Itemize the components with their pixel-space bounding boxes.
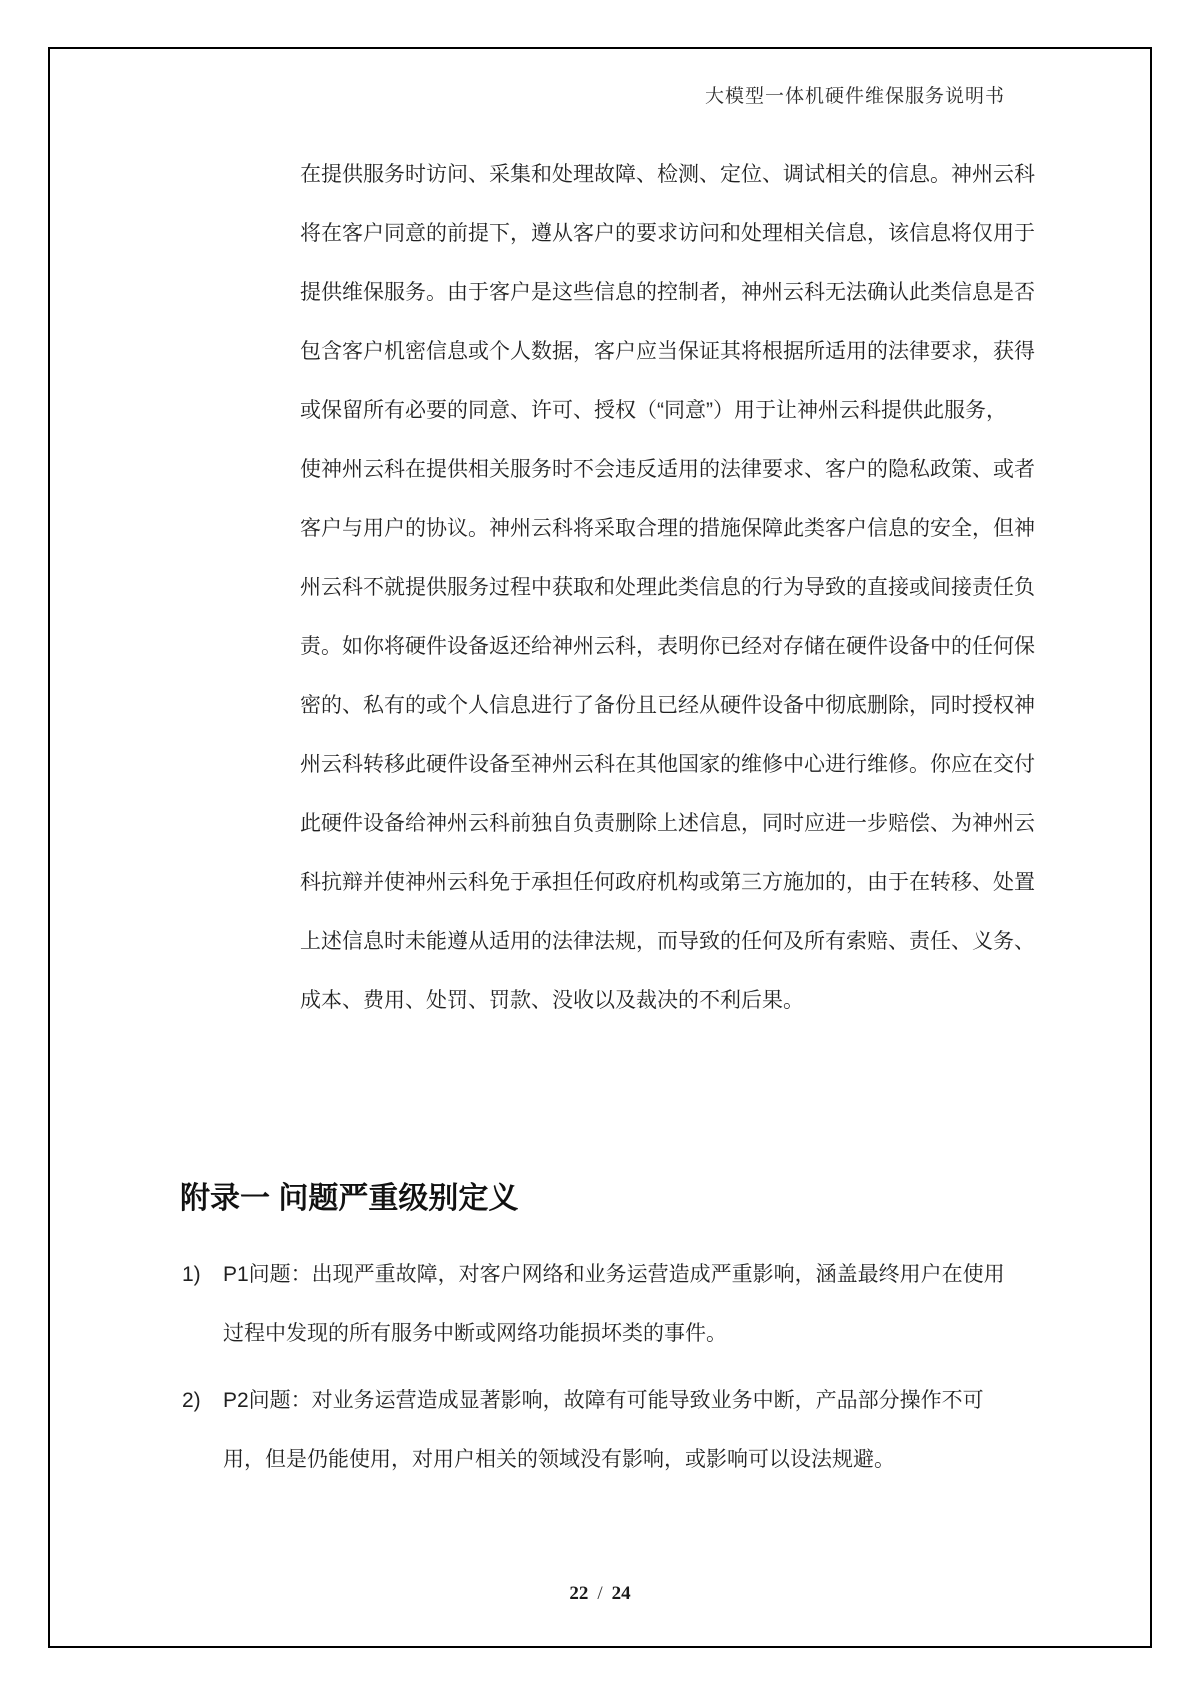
paragraph-line: 包含客户机密信息或个人数据，客户应当保证其将根据所适用的法律要求，获得 xyxy=(300,340,1035,363)
page-footer xyxy=(50,1583,1150,1605)
paragraph-line: 在提供服务时访问、采集和处理故障、检测、定位、调试相关的信息。神州云科 xyxy=(300,163,1035,186)
body-paragraph xyxy=(300,145,1035,1030)
list-item-line: 过程中发现的所有服务中断或网络功能损坏类的事件。 xyxy=(223,1322,727,1345)
paragraph-line: 上述信息时未能遵从适用的法律法规，而导致的任何及所有索赔、责任、义务、 xyxy=(300,930,1035,953)
list-item-marker: 2) xyxy=(182,1389,201,1412)
paragraph-line: 科抗辩并使神州云科免于承担任何政府机构或第三方施加的，由于在转移、处置 xyxy=(300,871,1035,894)
paragraph-line: 使神州云科在提供相关服务时不会违反适用的法律要求、客户的隐私政策、或者 xyxy=(300,458,1035,481)
document-header-title: 大模型一体机硬件维保服务说明书 xyxy=(704,86,1005,107)
appendix-heading: 附录一 问题严重级别定义 xyxy=(180,1182,519,1215)
list-item-line: P2问题：对业务运营造成显著影响，故障有可能导致业务中断，产品部分操作不可 xyxy=(223,1389,984,1412)
paragraph-line: 或保留所有必要的同意、许可、授权（“同意”）用于让神州云科提供此服务， xyxy=(300,399,1007,422)
list-item xyxy=(182,1371,1082,1489)
list-item-text xyxy=(223,1371,1082,1489)
page-number-separator: / xyxy=(597,1583,603,1604)
paragraph-line: 提供维保服务。由于客户是这些信息的控制者，神州云科无法确认此类信息是否 xyxy=(300,281,1035,304)
list-item xyxy=(182,1245,1082,1363)
paragraph-line: 州云科不就提供服务过程中获取和处理此类信息的行为导致的直接或间接责任负 xyxy=(300,576,1035,599)
paragraph-line: 客户与用户的协议。神州云科将采取合理的措施保障此类客户信息的安全，但神 xyxy=(300,517,1035,540)
paragraph-line: 密的、私有的或个人信息进行了备份且已经从硬件设备中彻底删除，同时授权神 xyxy=(300,694,1035,717)
page-border-frame xyxy=(48,47,1152,1648)
list-item-marker: 1) xyxy=(182,1263,201,1286)
list-item-line: 用，但是仍能使用，对用户相关的领域没有影响，或影响可以设法规避。 xyxy=(223,1448,895,1471)
list-item-line: P1问题：出现严重故障，对客户网络和业务运营造成严重影响，涵盖最终用户在使用 xyxy=(223,1263,1005,1286)
severity-definition-list xyxy=(182,1245,1082,1497)
total-page-number: 24 xyxy=(611,1583,631,1604)
paragraph-line: 州云科转移此硬件设备至神州云科在其他国家的维修中心进行维修。你应在交付 xyxy=(300,753,1035,776)
paragraph-line: 责。如你将硬件设备返还给神州云科，表明你已经对存储在硬件设备中的任何保 xyxy=(300,635,1035,658)
paragraph-line: 此硬件设备给神州云科前独自负责删除上述信息，同时应进一步赔偿、为神州云 xyxy=(300,812,1035,835)
paragraph-line: 将在客户同意的前提下，遵从客户的要求访问和处理相关信息，该信息将仅用于 xyxy=(300,222,1035,245)
current-page-number: 22 xyxy=(569,1583,589,1604)
paragraph-line: 成本、费用、处罚、罚款、没收以及裁决的不利后果。 xyxy=(300,989,804,1012)
list-item-text xyxy=(223,1245,1082,1363)
